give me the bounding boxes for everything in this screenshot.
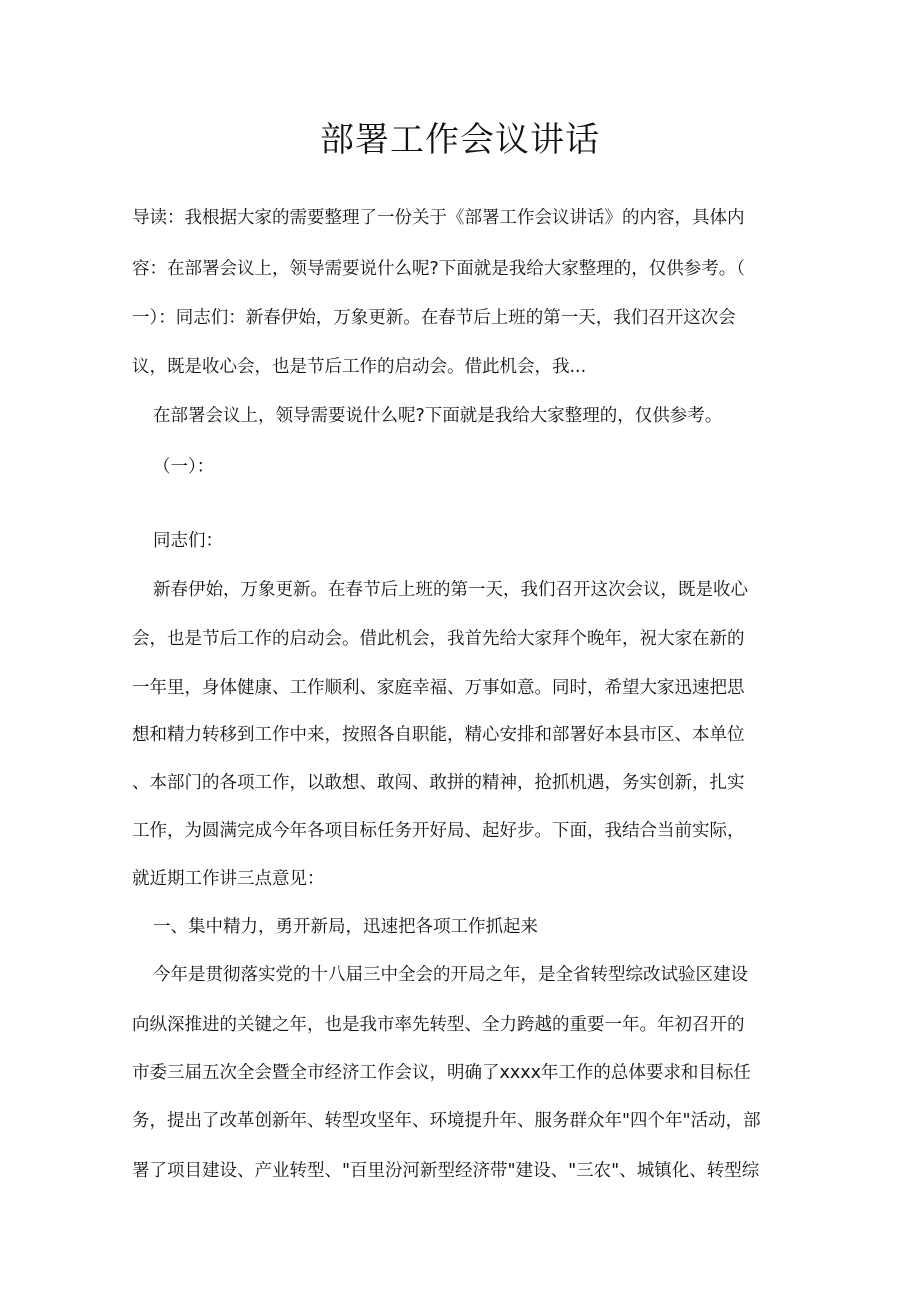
paragraph-line: 、本部门的各项工作，以敢想、敢闯、敢拼的精神，抢抓机遇，务实创新，扎实 [132, 773, 745, 793]
paragraph-line: 市委三届五次全会暨全市经济工作会议，明确了xxxx年工作的总体要求和目标任 [132, 1063, 751, 1083]
paragraph-line: 在部署会议上，领导需要说什么呢?下面就是我给大家整理的，仅供参考。 [153, 406, 723, 426]
paragraph-line: 一年里，身体健康、工作顺利、家庭幸福、万事如意。同时，希望大家迅速把思 [132, 678, 745, 698]
paragraph-line: 就近期工作讲三点意见： [132, 869, 325, 889]
paragraph-line: 务，提出了改革创新年、转型攻坚年、环境提升年、服务群众年"四个年"活动，部 [132, 1111, 761, 1131]
paragraph-line: 想和精力转移到工作中来，按照各自职能，精心安排和部署好本县市区、本单位 [132, 725, 745, 745]
document-title: 部署工作会议讲话 [320, 120, 600, 160]
paragraph-line: 新春伊始，万象更新。在春节后上班的第一天，我们召开这次会议，既是收心 [153, 580, 748, 600]
intro-line-2: 容：在部署会议上，领导需要说什么呢?下面就是我给大家整理的，仅供参考。（ [132, 259, 746, 279]
section-label: （一）： [153, 457, 215, 477]
section-heading: 一、集中精力，勇开新局，迅速把各项工作抓起来 [153, 917, 538, 937]
intro-line-4: 议，既是收心会，也是节后工作的启动会。借此机会，我... [132, 357, 587, 377]
paragraph-line: 会，也是节后工作的启动会。借此机会，我首先给大家拜个晚年，祝大家在新的 [132, 629, 745, 649]
paragraph-line: 向纵深推进的关键之年，也是我市率先转型、全力跨越的重要一年。年初召开的 [132, 1015, 745, 1035]
paragraph-line: 今年是贯彻落实党的十八届三中全会的开局之年，是全省转型综改试验区建设 [153, 965, 748, 985]
paragraph-line: 署了项目建设、产业转型、"百里汾河新型经济带"建设、"三农"、城镇化、转型综 [132, 1161, 760, 1181]
intro-line-1: 导读：我根据大家的需要整理了一份关于《部署工作会议讲话》的内容，具体内 [132, 208, 745, 228]
intro-line-3: 一）：同志们：新春伊始，万象更新。在春节后上班的第一天，我们召开这次会 [132, 308, 736, 328]
salutation: 同志们： [153, 531, 223, 551]
paragraph-line: 工作，为圆满完成今年各项目标任务开好局、起好步。下面，我结合当前实际， [132, 821, 745, 841]
